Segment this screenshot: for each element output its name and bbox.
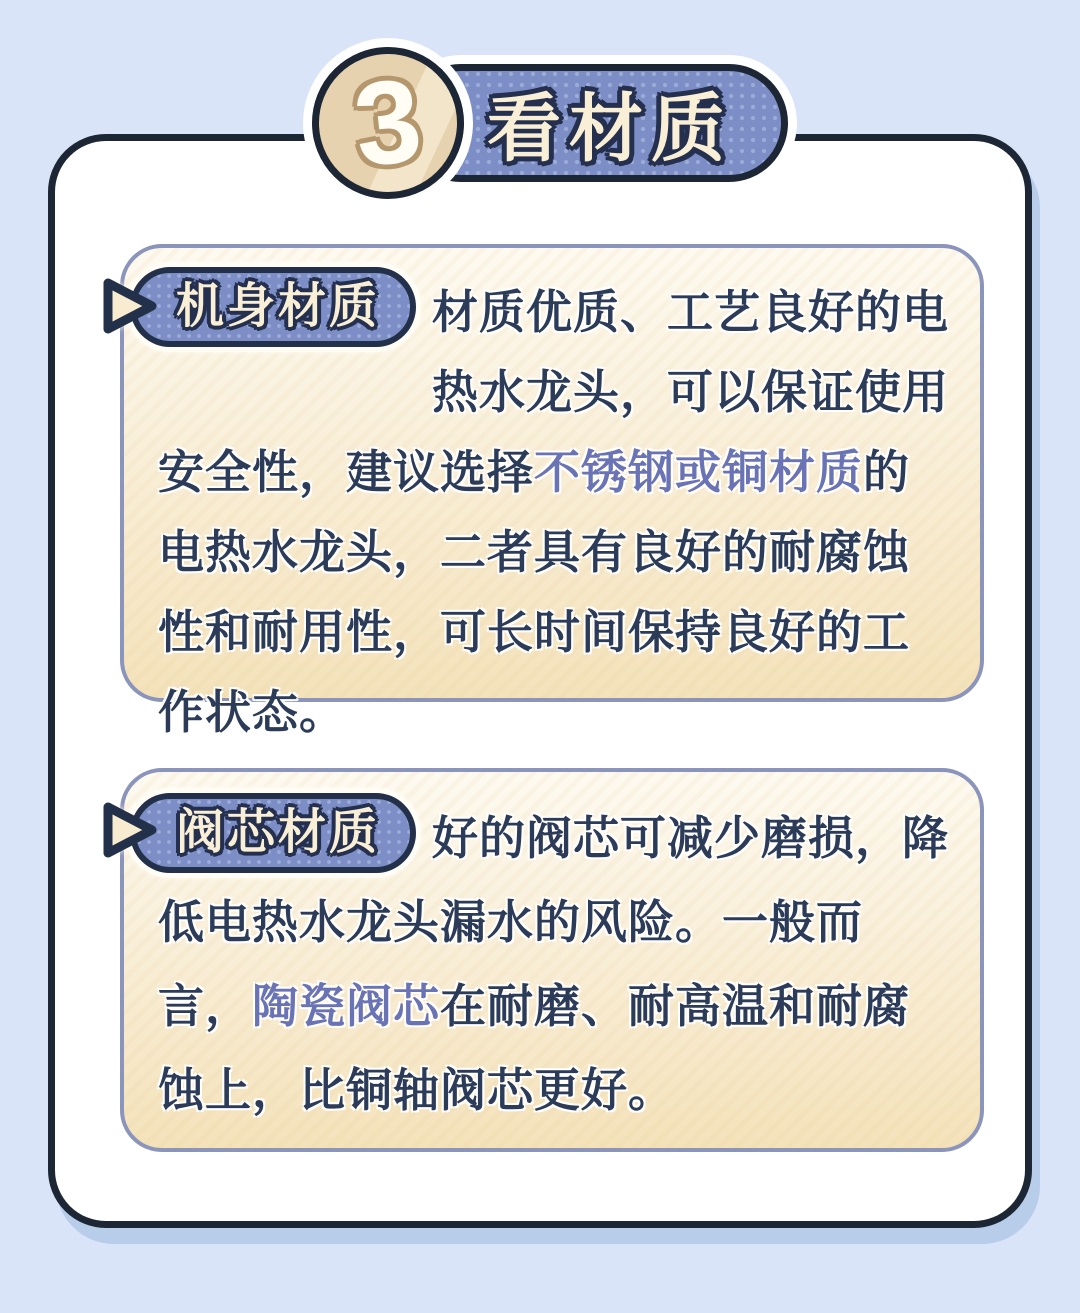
highlight-text: 不锈钢或铜材质 [534,446,863,498]
section-label: 阀芯材质 [176,806,381,859]
highlight-text: 陶瓷阀芯 [252,980,440,1032]
body-text: 好的阀芯可减少磨损，降低电热水龙头漏水的风险。一般而言， [158,812,950,1032]
body-text: 材质优质、工艺良好的电热水龙头，可以保证使用安全性，建议选择 [158,286,950,498]
step-title: 看材质 [487,87,733,170]
step-header [312,47,788,199]
section-paragraph [124,772,980,1132]
section-paragraph [124,248,980,752]
step-number: 3 [348,53,428,193]
step-number-badge [312,47,464,199]
play-arrow-icon [96,271,162,341]
section-label-background [130,793,416,873]
section-card-body-material [120,244,984,738]
section-label-background [130,267,416,347]
section-rich-text [158,286,949,738]
section-label-pill [96,790,416,870]
body-text: 的电热水龙头，二者具有良好的耐腐蚀性和耐用性，可长时间保持良好的工作状态。 [158,446,910,738]
play-arrow-icon [96,795,162,865]
section-label: 机身材质 [176,280,381,333]
body-text: 在耐磨、耐高温和耐腐蚀上，比铜轴阀芯更好。 [158,980,910,1116]
section-card-valve-material [120,768,984,1152]
section-label-pill [96,266,416,346]
